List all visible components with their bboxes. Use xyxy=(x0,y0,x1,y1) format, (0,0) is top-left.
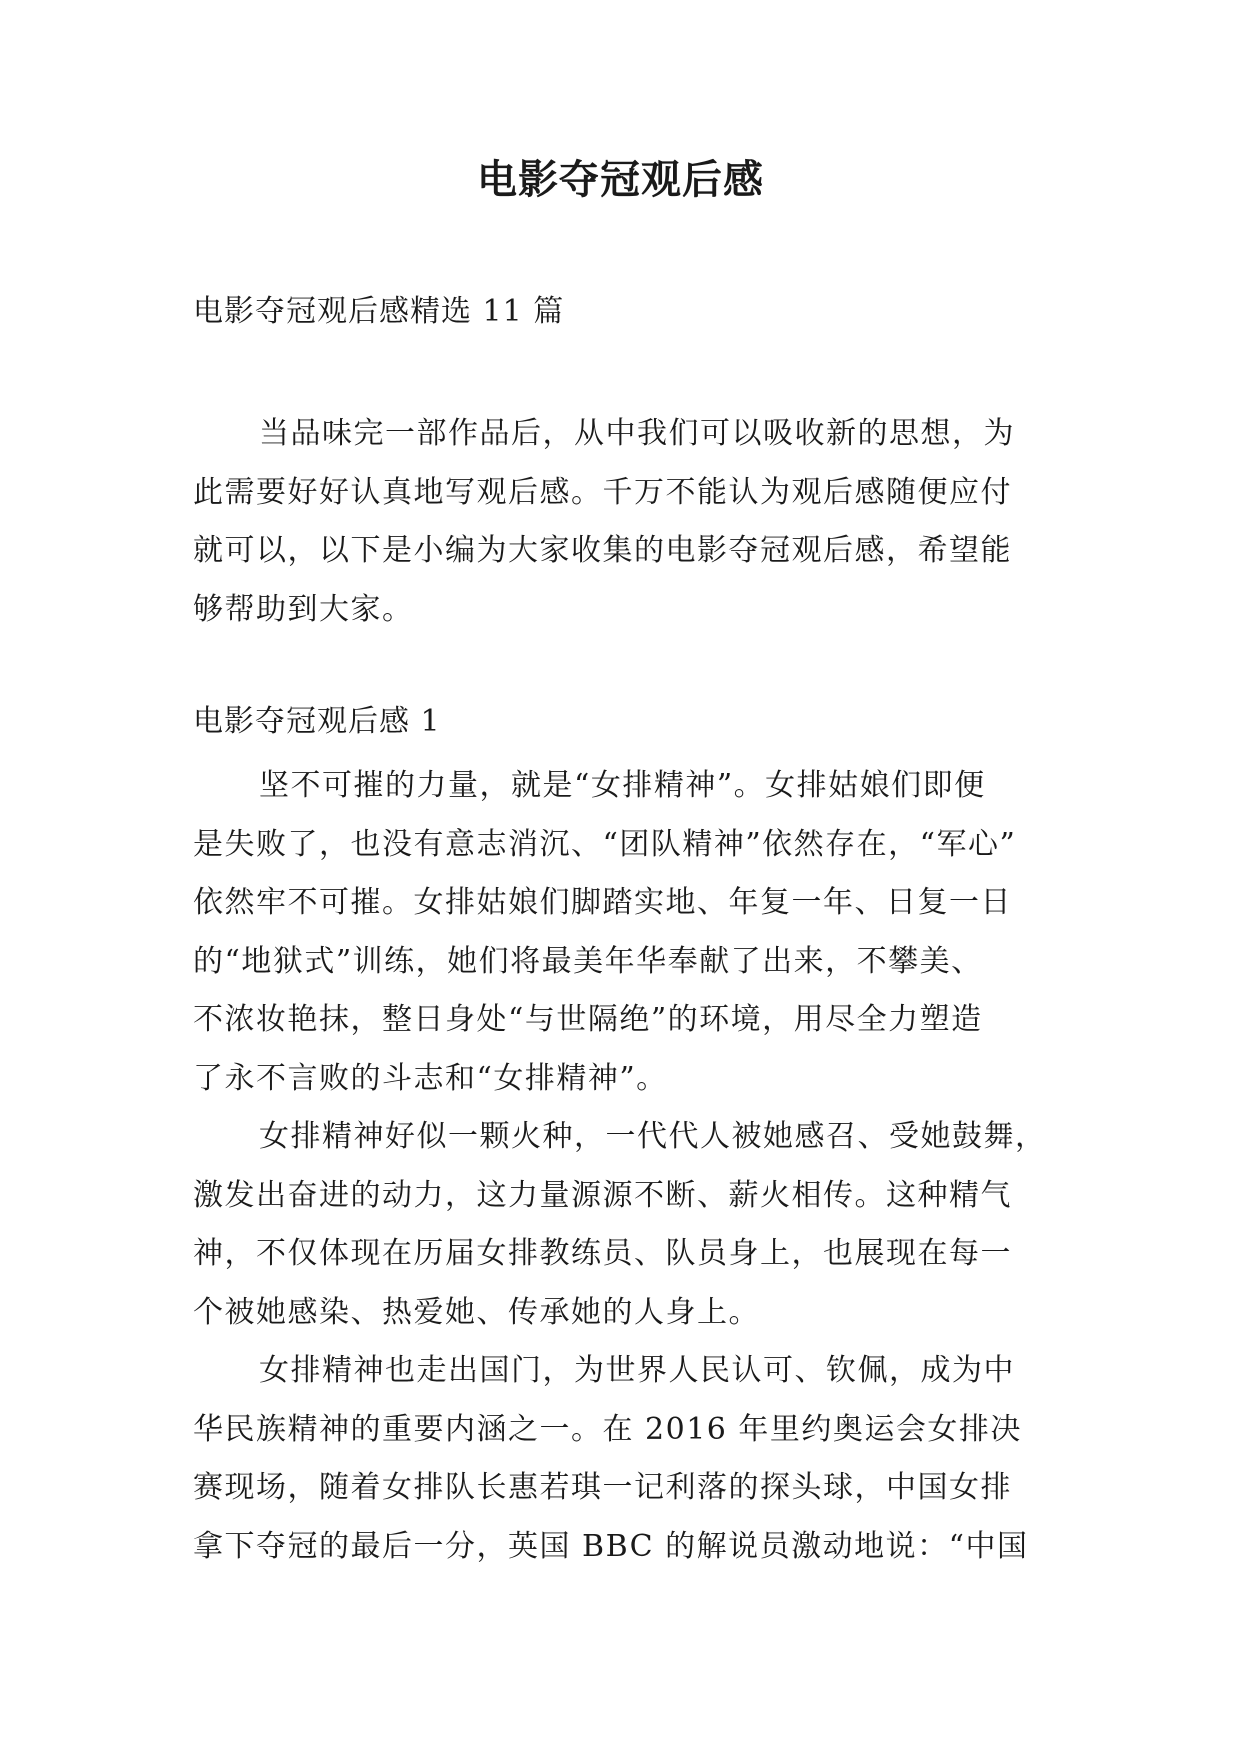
intro-line: 就可以，以下是小编为大家收集的电影夺冠观后感，希望能 xyxy=(193,533,1012,568)
paragraph-line: 拿下夺冠的最后一分，英国 BBC 的解说员激动地说：“中国 xyxy=(193,1528,1029,1564)
paragraph-line: 神，不仅体现在历届女排教练员、队员身上，也展现在每一 xyxy=(193,1236,1012,1271)
body-paragraph xyxy=(193,757,1068,1108)
body-paragraph xyxy=(193,1108,1068,1342)
paragraph-line: 赛现场，随着女排队长惠若琪一记利落的探头球，中国女排 xyxy=(193,1470,1012,1505)
intro-line: 够帮助到大家。 xyxy=(193,591,414,627)
paragraph-line: 依然牢不可摧。女排姑娘们脚踏实地、年复一年、日复一日 xyxy=(193,885,1012,920)
body-paragraph xyxy=(193,1342,1068,1576)
paragraph-line: 坚不可摧的力量，就是“女排精神”。女排姑娘们即便 xyxy=(259,768,986,803)
paragraph-line: 女排精神好似一颗火种，一代代人被她感召、受她鼓舞， xyxy=(259,1119,1047,1154)
paragraph-line: 华民族精神的重要内涵之一。在 2016 年里约奥运会女排决 xyxy=(193,1411,1022,1447)
document-title: 电影夺冠观后感 xyxy=(477,156,764,203)
paragraph-line: 激发出奋进的动力，这力量源源不断、薪火相传。这种精气 xyxy=(193,1177,1012,1213)
intro-line: 此需要好好认真地写观后感。千万不能认为观后感随便应付 xyxy=(193,474,1012,510)
section-body xyxy=(193,757,1068,1576)
paragraph-line: 女排精神也走出国门，为世界人民认可、钦佩，成为中 xyxy=(259,1353,1015,1388)
paragraph-line: 不浓妆艳抹，整日身处“与世隔绝”的环境，用尽全力塑造 xyxy=(193,1002,983,1037)
document-subtitle: 电影夺冠观后感精选 11 篇 xyxy=(193,294,565,329)
paragraph-line: 个被她感染、热爱她、传承她的人身上。 xyxy=(193,1294,760,1330)
intro-paragraph xyxy=(193,405,1053,639)
section-heading: 电影夺冠观后感 1 xyxy=(193,704,441,739)
paragraph-line: 是失败了，也没有意志消沉、“团队精神”依然存在，“军心” xyxy=(193,826,1017,862)
intro-line: 当品味完一部作品后，从中我们可以吸收新的思想，为 xyxy=(259,416,1015,451)
paragraph-line: 的“地狱式”训练，她们将最美年华奉献了出来，不攀美、 xyxy=(193,943,983,979)
paragraph-line: 了永不言败的斗志和“女排精神”。 xyxy=(193,1060,668,1096)
